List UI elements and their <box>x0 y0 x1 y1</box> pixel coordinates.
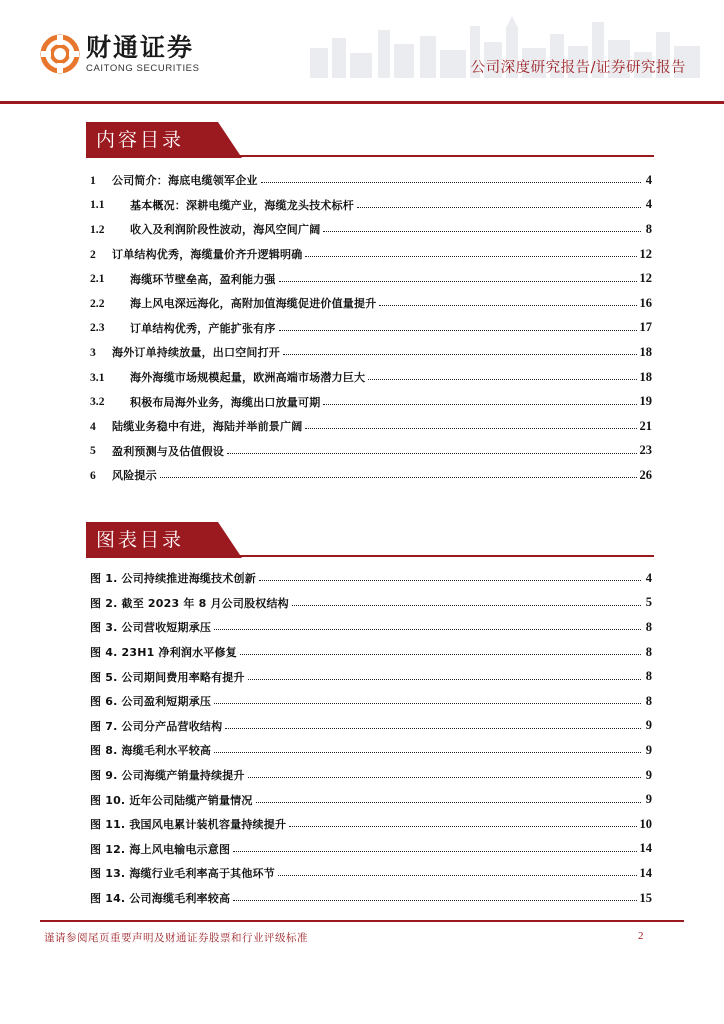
figures-section-banner <box>86 522 656 558</box>
figure-entry-title: 图 10. 近年公司陆缆产销量情况 <box>90 793 253 807</box>
footer-divider <box>40 920 684 922</box>
dot-leader <box>289 815 636 827</box>
figure-entry-title: 图 7. 公司分产品营收结构 <box>90 719 223 733</box>
dot-leader <box>279 319 637 331</box>
toc-entry[interactable] <box>90 389 652 414</box>
figure-entry[interactable] <box>90 763 652 788</box>
list-of-figures <box>90 566 652 910</box>
dot-leader <box>368 368 636 380</box>
figure-entry[interactable] <box>90 812 652 837</box>
dot-leader <box>160 466 637 478</box>
toc-entry-number: 5 <box>90 444 96 458</box>
toc-entry[interactable] <box>90 340 652 365</box>
figure-entry-page: 9 <box>645 767 652 782</box>
toc-entry-page: 26 <box>639 467 652 482</box>
figure-entry-page: 8 <box>645 693 652 708</box>
dot-leader <box>227 442 637 454</box>
toc-entry-number: 3 <box>90 345 96 359</box>
toc-entry-page: 16 <box>639 295 652 310</box>
figure-entry-page: 9 <box>645 718 652 733</box>
dot-leader <box>214 692 641 704</box>
report-type-label: 公司深度研究报告/证券研究报告 <box>470 60 686 76</box>
toc-entry-title: 订单结构优秀，海缆量价齐升逻辑明确 <box>112 248 303 262</box>
figure-entry-title: 图 9. 公司海缆产销量持续提升 <box>90 769 245 783</box>
dot-leader <box>278 864 637 876</box>
toc-entry[interactable] <box>90 193 652 218</box>
toc-entry[interactable] <box>90 266 652 291</box>
dot-leader <box>225 717 641 729</box>
figure-entry-page: 9 <box>645 792 652 807</box>
dot-leader <box>279 270 637 282</box>
toc-entry-title: 海上风电深远海化，高附加值海缆促进价值量提升 <box>130 297 377 311</box>
toc-entry-page: 4 <box>645 197 652 212</box>
dot-leader <box>305 417 636 429</box>
toc-entry-page: 12 <box>639 271 652 286</box>
toc-entry-number: 1 <box>90 173 96 187</box>
toc-entry-title: 公司简介：海底电缆领军企业 <box>112 174 258 188</box>
figures-title: 图表目录 <box>96 529 185 551</box>
figure-entry[interactable] <box>90 591 652 616</box>
figure-entry[interactable] <box>90 714 652 739</box>
figure-entry-page: 8 <box>645 644 652 659</box>
dot-leader <box>323 220 641 232</box>
dot-leader <box>283 343 637 355</box>
toc-entry-page: 17 <box>639 320 652 335</box>
figure-entry-page: 8 <box>645 619 652 634</box>
figure-entry-page: 8 <box>645 669 652 684</box>
figure-entry-page: 10 <box>639 816 652 831</box>
toc-entry-number: 2.2 <box>90 296 105 310</box>
toc-entry-title: 海外订单持续放量，出口空间打开 <box>112 346 280 360</box>
toc-entry-title: 订单结构优秀，产能扩张有序 <box>130 321 276 335</box>
toc-entry-page: 18 <box>639 344 652 359</box>
banner-underline <box>236 555 654 557</box>
figure-entry-page: 14 <box>639 865 652 880</box>
toc-entry-number: 4 <box>90 419 96 433</box>
toc-entry-title: 海外海缆市场规模起量，欧洲高端市场潜力巨大 <box>130 371 366 385</box>
figure-entry-title: 图 6. 公司盈利短期承压 <box>90 695 212 709</box>
toc-entry[interactable] <box>90 291 652 316</box>
contents-section-banner <box>86 122 656 158</box>
page-number: 2 <box>638 930 644 942</box>
dot-leader <box>248 668 641 680</box>
figure-entry[interactable] <box>90 664 652 689</box>
dot-leader <box>292 594 641 606</box>
toc-entry-title: 海缆环节壁垒高，盈利能力强 <box>130 272 276 286</box>
header-divider <box>0 101 724 104</box>
toc-entry-page: 8 <box>645 221 652 236</box>
toc-entry-number: 1.1 <box>90 198 105 212</box>
figure-entry-page: 5 <box>645 595 652 610</box>
figure-entry-title: 图 13. 海缆行业毛利率高于其他环节 <box>90 867 275 881</box>
dot-leader <box>323 393 636 405</box>
dot-leader <box>214 618 641 630</box>
figure-entry-title: 图 5. 公司期间费用率略有提升 <box>90 670 245 684</box>
dot-leader <box>379 294 636 306</box>
figure-entry-title: 图 11. 我国风电累计装机容量持续提升 <box>90 818 287 832</box>
banner-underline <box>236 155 654 157</box>
toc-entry[interactable] <box>90 365 652 390</box>
figure-entry-title: 图 4. 23H1 净利润水平修复 <box>90 646 237 660</box>
toc-entry-number: 2.3 <box>90 321 105 335</box>
toc-entry-title: 基本概况：深耕电缆产业，海缆龙头技术标杆 <box>130 198 354 212</box>
toc-entry-number: 3.2 <box>90 395 105 409</box>
logo-english-name: CAITONG SECURITIES <box>86 62 200 74</box>
figure-entry[interactable] <box>90 837 652 862</box>
figure-entry-page: 4 <box>645 570 652 585</box>
figure-entry-title: 图 1. 公司持续推进海缆技术创新 <box>90 572 256 586</box>
figure-entry-title: 图 12. 海上风电输电示意图 <box>90 842 231 856</box>
figure-entry[interactable] <box>90 566 652 591</box>
figure-entry[interactable] <box>90 738 652 763</box>
toc-entry-page: 19 <box>639 394 652 409</box>
toc-entry-number: 6 <box>90 468 96 482</box>
figure-entry[interactable] <box>90 615 652 640</box>
dot-leader <box>248 766 641 778</box>
toc-entry-title: 盈利预测与及估值假设 <box>112 444 224 458</box>
table-of-contents <box>90 168 652 488</box>
toc-entry[interactable] <box>90 217 652 242</box>
page-header <box>0 0 724 104</box>
toc-entry-page: 18 <box>639 369 652 384</box>
company-logo <box>40 34 200 74</box>
figure-entry[interactable] <box>90 640 652 665</box>
dot-leader <box>357 196 641 208</box>
toc-entry-number: 2.1 <box>90 272 105 286</box>
figure-entry[interactable] <box>90 689 652 714</box>
toc-entry-page: 23 <box>639 443 652 458</box>
toc-entry[interactable] <box>90 168 652 193</box>
toc-entry-page: 12 <box>639 246 652 261</box>
toc-entry[interactable] <box>90 316 652 341</box>
toc-entry-page: 21 <box>639 418 652 433</box>
toc-entry-page: 4 <box>645 172 652 187</box>
toc-entry-title: 积极布局海外业务，海缆出口放量可期 <box>130 395 321 409</box>
toc-entry[interactable] <box>90 463 652 488</box>
figure-entry-page: 14 <box>639 841 652 856</box>
toc-entry[interactable] <box>90 414 652 439</box>
dot-leader <box>214 741 641 753</box>
dot-leader <box>240 643 641 655</box>
dot-leader <box>233 889 636 901</box>
figure-entry[interactable] <box>90 787 652 812</box>
dot-leader <box>233 840 636 852</box>
toc-entry-title: 收入及利润阶段性波动，海风空间广阔 <box>130 223 321 237</box>
figure-entry-page: 15 <box>639 890 652 905</box>
toc-entry-title: 风险提示 <box>112 469 157 483</box>
figure-entry-title: 图 3. 公司营收短期承压 <box>90 621 212 635</box>
logo-chinese-name: 财通证券 <box>86 32 195 62</box>
contents-title: 内容目录 <box>96 129 185 151</box>
caitong-logo-icon <box>40 34 80 74</box>
toc-entry[interactable] <box>90 439 652 464</box>
figure-entry-title: 图 8. 海缆毛利水平较高 <box>90 744 212 758</box>
figure-entry-page: 9 <box>645 742 652 757</box>
footer-disclaimer: 谨请参阅尾页重要声明及财通证券股票和行业评级标准 <box>44 932 308 944</box>
figure-entry-title: 图 14. 公司海缆毛利率较高 <box>90 892 231 906</box>
dot-leader <box>261 171 641 183</box>
toc-entry-number: 1.2 <box>90 222 105 236</box>
figure-entry-title: 图 2. 截至 2023 年 8 月公司股权结构 <box>90 596 289 610</box>
dot-leader <box>256 791 641 803</box>
toc-entry-title: 陆缆业务稳中有进，海陆并举前景广阔 <box>112 420 303 434</box>
figure-entry[interactable] <box>90 886 652 911</box>
dot-leader <box>305 245 636 257</box>
toc-entry-number: 3.1 <box>90 370 105 384</box>
toc-entry-number: 2 <box>90 247 96 261</box>
dot-leader <box>259 569 641 581</box>
toc-entry[interactable] <box>90 242 652 267</box>
figure-entry[interactable] <box>90 861 652 886</box>
